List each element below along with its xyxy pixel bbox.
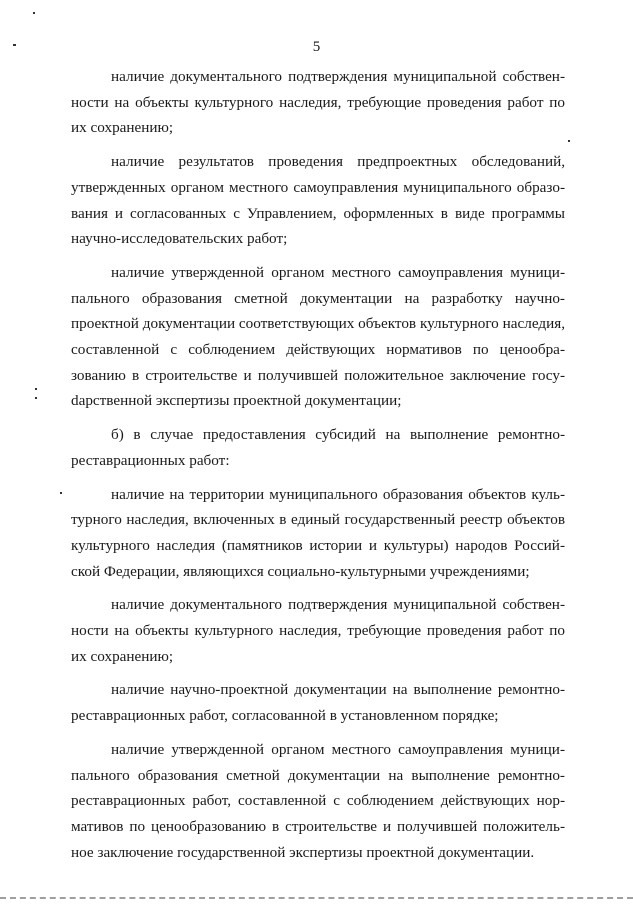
- scan-speck: [35, 397, 37, 399]
- paragraph-2: наличие результатов проведения предпроектных обследований, утвержденных органом местного самоуправления муниципального образования и согласованных с Управлением, оформленных в виде программы научно-исследовательских работ;: [71, 153, 565, 248]
- scan-speck: [35, 388, 37, 390]
- paragraph-1: наличие документального подтверждения муниципальной собственности на объекты культурного наследия, требующие проведения работ по их сохранению;: [71, 68, 565, 137]
- paragraph-8: наличие утвержденной органом местного самоуправления муниципального образования сметной документации на выполнение ремонтно-реставрационных работ, составленной с соблюдением действующих нормативов по ценообразованию в строительстве и получившей положительное заключение государственной экспертизы проектной документации.: [71, 740, 565, 861]
- scan-edge-line: [0, 897, 633, 902]
- scan-speck: [13, 44, 16, 46]
- paragraph-7: наличие научно-проектной документации на выполнение ремонтно-реставрационных работ, согласованной в установленном порядке;: [71, 681, 565, 725]
- paragraph-4: б) в случае предоставления субсидий на выполнение ремонтно-реставрационных работ:: [71, 426, 565, 469]
- page-number: 5: [312, 39, 321, 55]
- paragraph-5: наличие на территории муниципального образования объектов культурного наследия, включенных в единый государственный реестр объектов культурного наследия (памятников истории и культуры) народов Российской Федерации, являющихся социально-культурными учреждениями;: [71, 485, 565, 580]
- paragraph-6: наличие документального подтверждения муниципальной собственности на объекты культурного наследия, требующие проведения работ по их сохранению;: [71, 596, 565, 665]
- scan-speck: [60, 492, 62, 494]
- document-body: [71, 64, 565, 873]
- paragraph-3: наличие утвержденной органом местного самоуправления муниципального образования сметной документации на разработку научно-проектной документации соответствующих объектов культурного наследия, составленной с соблюдением действующих нормативов по ценообразованию в строительстве и получившей положительное заключение госуdарственной экспертизы проектной документации;: [71, 263, 565, 410]
- scan-speck: [568, 140, 570, 142]
- scan-speck: [33, 12, 35, 14]
